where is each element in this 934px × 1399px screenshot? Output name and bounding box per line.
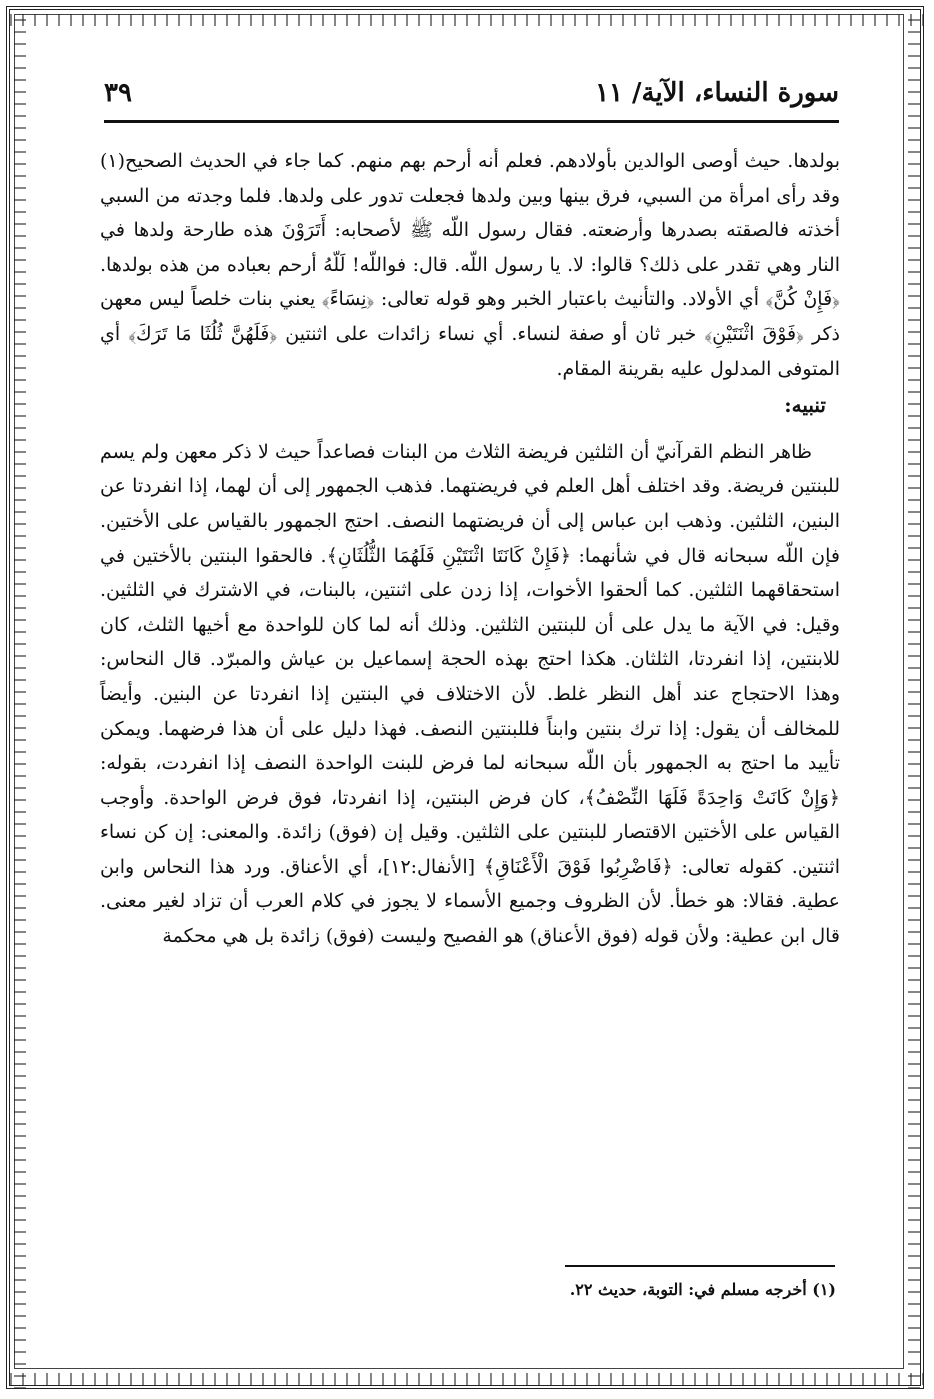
header-rule [104, 120, 839, 123]
section-heading: تنبيه: [784, 393, 826, 418]
page-number: ٣٩ [104, 78, 132, 108]
paragraph-2: ظاهر النظم القرآنيّ أن الثلثين فريضة الثلاث من البنات فصاعداً حيث لا ذكر معهن ولم يسم للبنتين فريضة. وقد اختلف أهل العلم في فريضتهما. فذهب الجمهور إلى أن لهما، إذا انفردتا عن البنين، الثلثين. وذهب ابن عباس إلى أن فريضتهما النصف. احتج الجمهور بالقياس على الأختين. فإن اللّه سبحانه قال في شأنهما: ﴿فَإِنْ كَانَتَا اثْنَتَيْنِ فَلَهُمَا الثُّلُثَانِ﴾. فالحقوا البنتين بالأختين في استحقاقهما الثلثين. كما ألحقوا الأخوات، إذا زدن على اثنتين، بالبنات، في الاشترك في الثلثين. وقيل: في الآية ما يدل على أن للبنتين الثلثين. وذلك أنه لما كان للواحدة مع أخيها الثلث، كان للابنتين، إذا انفردتا، الثلثان. هكذا احتج بهذه الحجة إسماعيل بن عياش والمبرّد. قال النحاس: وهذا الاحتجاج عند أهل النظر غلط. لأن الاختلاف في البنتين إذا انفردتا عن البنين. وأيضاً للمخالف أن يقول: إذا ترك بنتين وابناً فللبنتين النصف. فهذا دليل على أن هذا فرضهما. ويمكن تأييد ما احتج به الجمهور بأن اللّه سبحانه لما فرض للبنت الواحدة النصف إذا انفردت، بقوله: ﴿وَإِنْ كَانَتْ وَاحِدَةً فَلَهَا النِّصْفُ﴾، كان فرض البنتين، إذا انفردتا، فوق فرض الواحدة. وأوجب القياس على الأختين الاقتصار للبنتين على الثلثين. وقيل إن (فوق) زائدة. والمعنى: إن كن نساء اثنتين. كقوله تعالى: ﴿فَاضْرِبُوا فَوْقَ الْأَعْنَاقِ﴾ [الأنفال:١٢]، أي الأعناق. ورد هذا النحاس وابن عطية. فقالا: هو خطأ. لأن الظروف وجميع الأسماء لا يجوز في كلام العرب أن تزاد لغير معنى. قال ابن عطية: ولأن قوله (فوق الأعناق) هو الفصيح وليست (فوق) زائدة بل هي محكمة [100, 440, 841, 948]
border-ornament-right [908, 10, 920, 1389]
border-ornament-bottom [10, 1373, 924, 1385]
border-ornament-top [10, 14, 924, 26]
border-ornament-left [14, 10, 26, 1389]
footnote-rule [565, 1265, 835, 1267]
paragraph-1: بولدها. حيث أوصى الوالدين بأولادهم. فعلم أنه أرحم بهم منهم. كما جاء في الحديث الصحيح(١) وقد رأى امرأة من السبي، فرق بينها وبين ولدها فجعلت تدور على ولدها. فلما وجدته من السبي أخذته فالصقته بصدرها وأرضعته. فقال رسول اللّه ﷺ لأصحابه: أَتَرَوْنَ هذه طارحة ولدها في النار وهي تقدر على ذلك؟ قالوا: لا. يا رسول اللّه. قال: فواللّه! لَلّهُ أرحم بعباده من هذه بولدها. ﴿فَإِنْ كُنَّ﴾ أي الأولاد. والتأنيث باعتبار الخبر وهو قوله تعالى: ﴿نِسَاءً﴾ يعني بنات خلصاً ليس معهن ذكر ﴿فَوْقَ اثْنَتَيْنِ﴾ خبر ثان أو صفة لنساء. أي نساء زائدات على اثنتين ﴿فَلَهُنَّ ثُلُثَا مَا تَرَكَ﴾ أي المتوفى المدلول عليه بقرينة المقام. [100, 150, 840, 380]
main-text [100, 144, 840, 954]
running-title: سورة النساء، الآية/ ١١ [595, 78, 839, 108]
footnote: (١) أخرجه مسلم في: التوبة، حديث ٢٢. [569, 1280, 836, 1299]
page-header [104, 76, 839, 120]
